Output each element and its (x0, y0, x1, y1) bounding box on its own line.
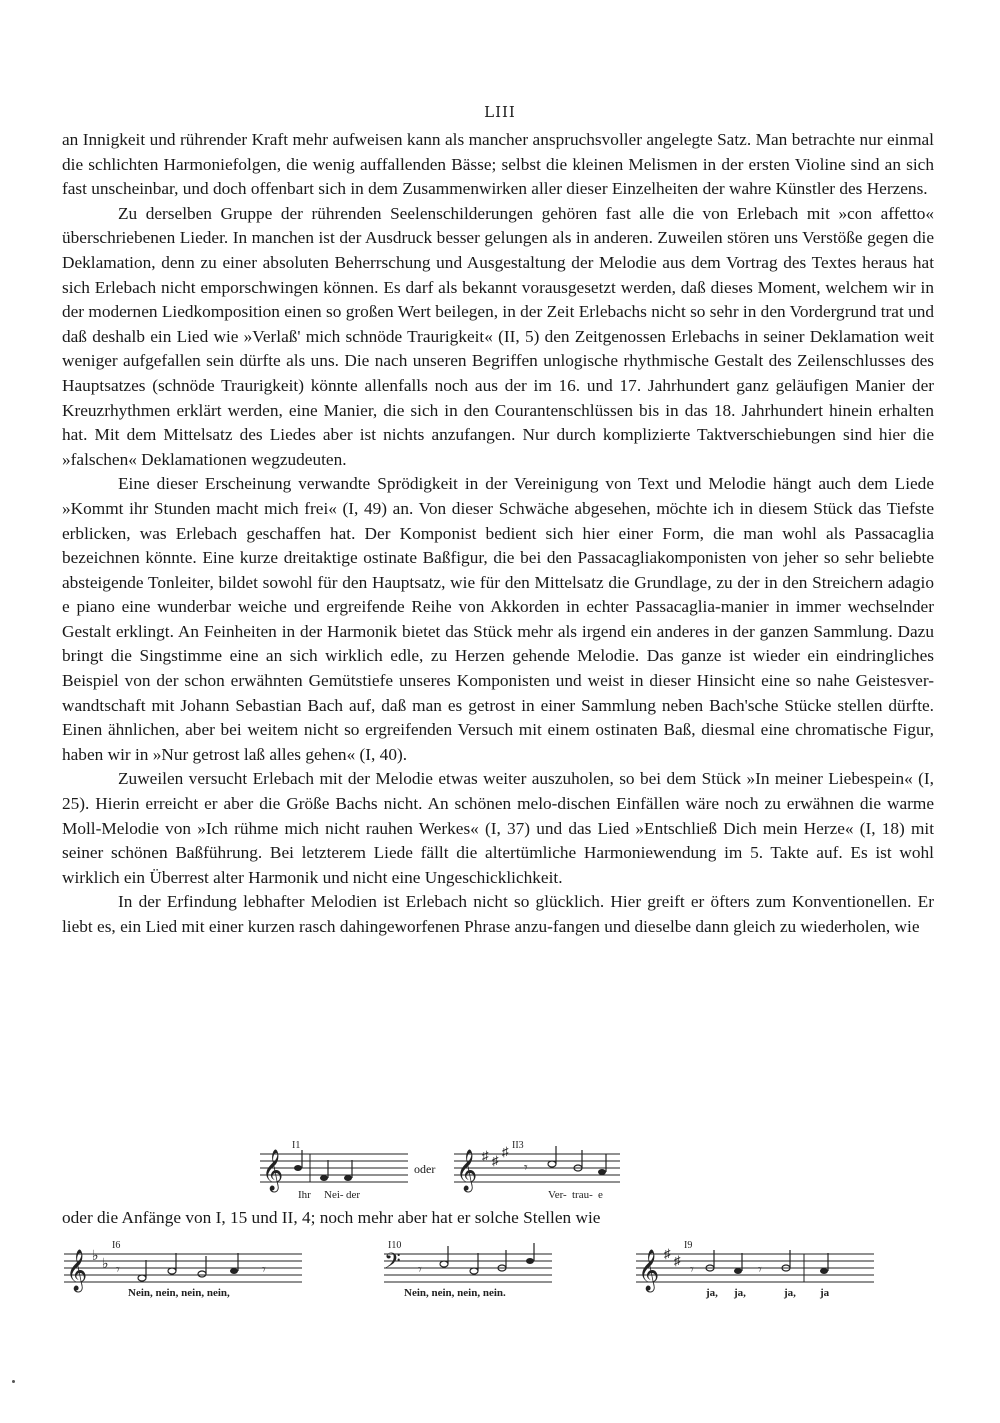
lyric: Nei- (324, 1189, 344, 1201)
lyric: der (346, 1189, 361, 1201)
example-ref: I1 (292, 1140, 301, 1151)
example-ref: I10 (388, 1240, 402, 1251)
treble-clef-icon: 𝄞 (66, 1250, 88, 1290)
example-ref: I6 (112, 1240, 121, 1251)
treble-clef-icon: 𝄞 (456, 1150, 478, 1190)
lyric: ja, (706, 1287, 718, 1299)
staff-ii3 (452, 1136, 642, 1204)
rest-icon: 𝄾 (524, 1161, 528, 1176)
staff-i1 (258, 1138, 428, 1204)
example-ref: I9 (684, 1240, 693, 1251)
flat-icon: ♭ (92, 1249, 99, 1264)
staff-i6 (62, 1238, 312, 1302)
music-example-ii3 (452, 1136, 642, 1204)
music-example-i6 (62, 1238, 312, 1302)
lyric: ja, (734, 1287, 746, 1299)
example-ref: II3 (512, 1140, 524, 1151)
sharp-icon: ♯ (482, 1148, 489, 1163)
rest-icon: 𝄾 (116, 1263, 120, 1278)
sharp-icon: ♯ (502, 1144, 509, 1159)
rest-icon: 𝄾 (418, 1263, 422, 1278)
body-text (62, 128, 934, 940)
paragraph: an Innigkeit und rührender Kraft mehr aufweisen kann als mancher anspruchsvoller angelegte Satz. Man betrachte nur einmal die schlichten Harmoniefolgen, die wenig auffallenden Bässe; selbst die kleinen Melismen in der ersten Violine sind an sich fast unscheinbar, und doch offenbart sich in dem Zusammenwirken aller dieser Einzelheiten der wahre Künstler des Herzens. (62, 130, 934, 199)
sharp-icon: ♯ (664, 1246, 671, 1261)
treble-clef-icon: 𝄞 (262, 1150, 284, 1190)
music-example-i1 (258, 1138, 428, 1204)
rest-icon: 𝄾 (758, 1263, 762, 1278)
page-number: LIII (484, 103, 516, 121)
paragraph: In der Erfindung lebhafter Melodien ist Erlebach nicht so glücklich. Hier greift er öfters zum Konventionellen. Er liebt es, ein Lied mit einer kurzen rasch dahingeworfenen Phrase anzu-fangen und dieselbe dann gleich zu wiederholen, wie (62, 892, 934, 936)
staff-i10 (382, 1238, 572, 1302)
lyric: Nein, nein, nein, nein, (128, 1287, 230, 1299)
treble-clef-icon: 𝄞 (638, 1250, 660, 1290)
lyric: Nein, nein, nein, nein. (404, 1287, 506, 1299)
flat-icon: ♭ (102, 1257, 109, 1272)
music-example-i9 (634, 1238, 884, 1302)
lyric: ja, (784, 1287, 796, 1299)
rest-icon: 𝄾 (262, 1263, 266, 1278)
lyric: ja (820, 1287, 830, 1299)
paragraph: Zuweilen versucht Erlebach mit der Melodie etwas weiter auszuholen, so bei dem Stück »In meiner Liebespein« (I, 25). Hierin erreicht er aber die Größe Bachs nicht. An schönen melo-dischen Einfällen wäre noch zu erwähnen die warme Moll-Melodie von »Ich rühme mich nicht rauhen Werkes« (I, 37) und das Lied »Entschließ Dich mein Herze« (I, 18) mit seiner schönen Baßführung. Bei letzterem Liede fällt die altertümliche Harmoniewendung im 5. Takte auf. Es ist wohl wirklich ein Überrest alter Harmonik und nicht eine Ungeschicklichkeit. (62, 769, 934, 887)
paragraph: Eine dieser Erscheinung verwandte Sprödigkeit in der Vereinigung von Text und Melodie hängt auch dem Liede »Kommt ihr Stunden macht mich frei« (I, 49) an. Von dieser Schwäche abgesehen, möchte ich in diesem Stück das Tiefste erblicken, was Erlebach geschaffen hat. Der Komponist bedient sich hier einer Form, die man wohl als Passacaglia bezeichnen könnte. Eine kurze dreitaktige ostinate Baßfigur, die bei den Passacagliakomponisten von jeher so sehr beliebte absteigende Tonleiter, bildet sowohl für den Hauptsatz, wie für den Mittelsatz die Grundlage, zu der in den Streichern adagio e piano eine wunderbar weiche und ergreifende Reihe von Akkorden in echter Passacaglia-manier in immer wechselnder Gestalt erklingt. An Feinheiten in der Harmonik bietet das Stück mehr als irgend ein anderes in der ganzen Sammlung. Dazu bringt die Singstimme eine an sich wirklich edle, zu Herzen gehende Melodie. Das ganze ist wieder ein eindringliches Beispiel von der schon erwähnten Gemütstiefe unseres Komponisten und weist in dieser Hinsicht eine so nahe Geistesver-wandtschaft mit Johann Sebastian Bach auf, daß man es getrost in einer Sammlung neben Bach'sche Stücke stellen dürfte. Einen ähnlichen, aber bei weitem nicht so ergreifenden Versuch mit einem ostinaten Baß, diesmal eine chromatische Figur, haben wir in »Nur getrost laß alles gehen« (I, 40). (62, 474, 934, 764)
staff-i9 (634, 1238, 884, 1302)
scan-speck (12, 1380, 15, 1383)
bass-clef-icon: 𝄢 (384, 1249, 401, 1278)
lyric: e (598, 1189, 603, 1201)
paragraph: Zu derselben Gruppe der rührenden Seelenschilderungen gehören fast alle die von Erlebach mit »con affetto« überschriebenen Lieder. In manchen ist der Ausdruck besser gelungen als in anderen. Zuweilen stören uns Verstöße gegen die Deklamation, denn zu einer absoluten Beherrschung und Ausgestaltung der Melodie aus dem Vortrag des Textes heraus hat sich Erlebach nicht emporschwingen können. Es darf als bekannt vorausgesetzt werden, daß dieses Moment, welchem wir in der modernen Liedkomposition einen so großen Wert beilegen, in der Zeit Erlebachs nicht so sehr in den Vordergrund trat und daß deshalb ein Lied wie »Verlaß' mich schnöde Traurigkeit« (II, 5) den Zeitgenossen Erlebachs in seiner Deklamation weit weniger aufgefallen sein dürfte als uns. Die nach unseren Begriffen unlogische rhythmische Gestalt des Zeilenschlusses des Hauptsatzes (schnöde Traurigkeit) könnte allenfalls noch aus der im 16. und 17. Jahrhundert ganz geläufigen Manier der Kreuzrhythmen erklärt werden, eine Manier, die sich in den Courantenschlüssen bis in das 18. Jahrhundert hinein erhalten hat. Mit dem Mittelsatz des Liedes aber ist nichts anzufangen. Nur durch komplizierte Taktverschiebungen sind hier die »falschen« Deklamationen wegzudeuten. (62, 203, 934, 469)
lyric: trau- (572, 1189, 593, 1201)
lyric: Ver- (548, 1189, 567, 1201)
lyric: Ihr (298, 1189, 311, 1201)
sharp-icon: ♯ (492, 1153, 499, 1168)
connector-text: oder (414, 1162, 436, 1176)
interlude-text: oder die Anfänge von I, 15 und II, 4; noch mehr aber hat er solche Stellen wie (62, 1208, 601, 1227)
music-example-i10 (382, 1238, 572, 1302)
sharp-icon: ♯ (674, 1253, 681, 1268)
rest-icon: 𝄾 (690, 1263, 694, 1278)
